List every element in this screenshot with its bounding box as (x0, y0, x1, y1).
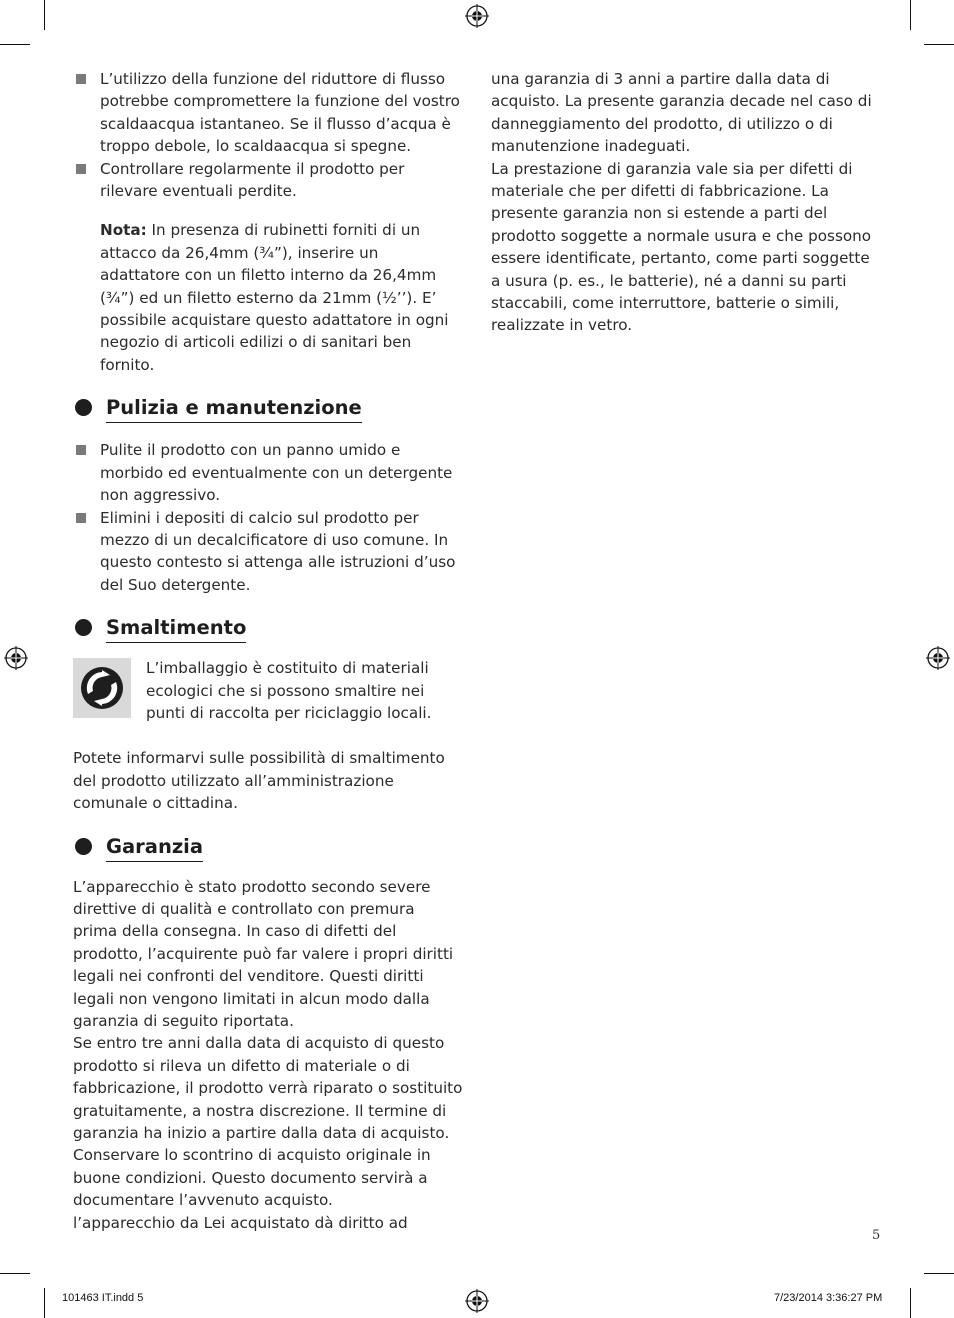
list-item: Pulite il prodotto con un panno umido e morbido ed eventualmente con un detergente non aggressivo. (73, 439, 463, 506)
warranty-paragraph: La prestazione di garanzia vale sia per difetti di materiale che per difetti di fabbricazione. La presente garanzia non si estende a parti del prodotto soggette a normale usura e che possono essere identificate, pertanto, come parti soggette a usura (p. es., le batterie), né a danni su parti staccabili, come interruttore, batterie o simili, realizzate in vetro. (491, 159, 872, 335)
warranty-paragraph: L’apparecchio è stato prodotto secondo severe direttive di qualità e controllato con premura prima della consegna. In caso di difetti del prodotto, l’acquirente può far valere i propri diritti legali nei confronti del venditore. Questi diritti legali non vengono limitati in alcun modo dalla garanzia di seguito riportata. (73, 877, 454, 1030)
left-column (73, 68, 463, 1234)
registration-mark-icon (465, 4, 489, 28)
list-item: L’utilizzo della funzione del riduttore di flusso potrebbe compromettere la funzione del vostro scaldaacqua istantaneo. Se il flusso d’acqua è troppo debole, lo scaldaacqua si spegne. (73, 68, 463, 158)
section-title: Pulizia e manutenzione (106, 395, 362, 423)
slug-filename: 101463 IT.indd 5 (62, 1292, 144, 1304)
square-bullet-icon (76, 445, 86, 455)
note-text: In presenza di rubinetti forniti di un attacco da 26,4mm (¾”), inserire un adattatore con un filetto interno da 26,4mm (¾”) ed un filetto esterno da 21mm (½’’). E’ possibile acquistare questo adattatore in ogni negozio di articoli edilizi o di sanitari ben fornito. (100, 221, 449, 374)
heading-bullet-icon (75, 838, 92, 855)
section-title: Smaltimento (106, 615, 246, 643)
crop-mark (924, 1273, 954, 1274)
green-dot-recycling-icon (73, 658, 131, 718)
heading-bullet-icon (75, 399, 92, 416)
section-heading-cleaning (73, 395, 463, 425)
registration-mark-icon (926, 646, 950, 670)
crop-mark (924, 44, 954, 45)
heading-bullet-icon (75, 619, 92, 636)
square-bullet-icon (76, 513, 86, 523)
list-item: Elimini i depositi di calcio sul prodotto per mezzo di un decalcificatore di uso comune. In questo contesto si attenga alle istruzioni d’uso del Suo detergente. (73, 507, 463, 597)
note-label: Nota: (100, 221, 147, 240)
crop-mark (44, 1288, 45, 1318)
crop-mark (44, 0, 45, 30)
note-paragraph (73, 219, 463, 376)
section-title: Garanzia (106, 834, 203, 862)
warranty-paragraph: Se entro tre anni dalla data di acquisto di questo prodotto si rileva un difetto di materiale o di fabbricazione, il prodotto verrà riparato o sostituito gratuitamente, a nostra discrezione. Il termine di garanzia ha inizio a partire dalla data di acquisto. Conservare lo scontrino di acquisto originale in buone condizioni. Questo documento servirà a documentare l’avvenuto acquisto. (73, 1034, 463, 1210)
crop-mark (0, 1273, 30, 1274)
warranty-paragraph: una garanzia di 3 anni a partire dalla data di acquisto. La presente garanzia decade nel caso di danneggiamento del prodotto, di utilizzo o di manutenzione inadeguati. (491, 70, 872, 156)
section-heading-warranty (73, 834, 463, 864)
square-bullet-icon (76, 74, 86, 84)
crop-mark (910, 0, 911, 30)
registration-mark-icon (4, 646, 28, 670)
list-item: Controllare regolarmente il prodotto per rilevare eventuali perdite. (73, 158, 463, 203)
disposal-info: Potete informarvi sulle possibilità di smaltimento del prodotto utilizzato all’amministrazione comunale o cittadina. (73, 749, 445, 813)
crop-mark (910, 1288, 911, 1318)
section-heading-disposal (73, 615, 463, 645)
right-column (491, 68, 883, 337)
crop-mark (0, 44, 30, 45)
warranty-paragraph: l’apparecchio da Lei acquistato dà diritto ad (73, 1213, 408, 1232)
slug-timestamp: 7/23/2014 3:36:27 PM (774, 1292, 883, 1304)
recycle-text: L’imballaggio è costituito di materiali ecologici che si possono smaltire nei punti di raccolta per riciclaggio locali. (146, 659, 432, 722)
recycle-block (73, 657, 463, 724)
square-bullet-icon (76, 164, 86, 174)
registration-mark-icon (465, 1289, 489, 1313)
page-number: 5 (872, 1228, 881, 1243)
